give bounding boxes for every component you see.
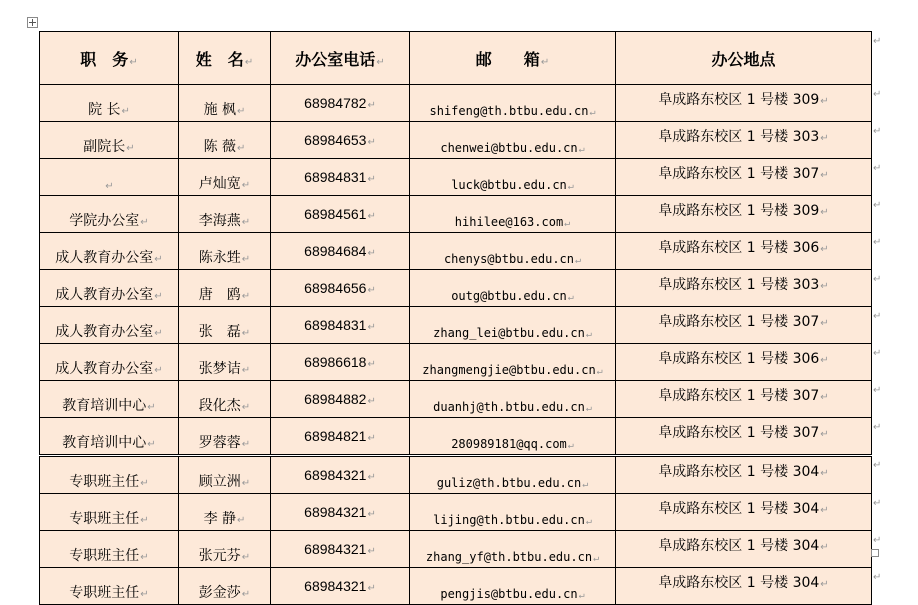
role-cell-text: 专职班主任 <box>69 474 140 490</box>
phone-cell[interactable]: 68984882↵ <box>271 381 410 418</box>
location-cell-text: 阜成路东校区 1 号楼 303 <box>658 129 820 145</box>
phone-cell-text: 68984321 <box>304 504 367 520</box>
name-cell[interactable]: 李海燕↵ <box>179 196 271 233</box>
email-cell[interactable]: 280989181@qq.com↵ <box>410 418 616 456</box>
table-row <box>40 270 872 307</box>
role-cell-text: 学院办公室 <box>69 213 140 229</box>
name-cell-text: 顾立洲 <box>198 474 241 490</box>
name-cell-text: 李海燕 <box>198 213 241 229</box>
email-cell[interactable]: shifeng@th.btbu.edu.cn↵ <box>410 85 616 122</box>
role-cell-text: 专职班主任 <box>69 511 140 527</box>
role-cell[interactable]: 专职班主任↵ <box>40 456 179 494</box>
location-cell-text: 阜成路东校区 1 号楼 304 <box>658 538 820 554</box>
name-cell[interactable]: 李 静↵ <box>179 494 271 531</box>
table-row <box>40 85 872 122</box>
location-cell[interactable]: 阜成路东校区 1 号楼 304↵ <box>616 568 872 605</box>
location-cell[interactable]: 阜成路东校区 1 号楼 304↵ <box>616 456 872 494</box>
name-cell-text: 施 枫 <box>203 102 237 118</box>
header-email-label: 邮 箱 <box>475 49 540 69</box>
location-cell[interactable]: 阜成路东校区 1 号楼 304↵ <box>616 494 872 531</box>
name-cell[interactable]: 卢灿宽↵ <box>179 159 271 196</box>
header-email[interactable]: 邮 箱↵ <box>410 32 616 85</box>
table-row <box>40 456 872 494</box>
header-name[interactable]: 姓 名↵ <box>179 32 271 85</box>
role-cell[interactable]: 专职班主任↵ <box>40 531 179 568</box>
phone-cell[interactable]: 68984653↵ <box>271 122 410 159</box>
role-cell[interactable]: ↵ <box>40 159 179 196</box>
header-name-label: 姓 名 <box>195 49 244 69</box>
table-resize-handle[interactable] <box>871 549 879 557</box>
header-role-label: 职 务 <box>80 49 129 69</box>
email-cell[interactable]: luck@btbu.edu.cn↵ <box>410 159 616 196</box>
name-cell-text: 唐 鸥 <box>198 287 241 303</box>
email-cell-text: duanhj@th.btbu.edu.cn <box>433 400 585 414</box>
name-cell-text: 卢灿宽 <box>198 176 241 192</box>
role-cell[interactable]: 成人教育办公室↵ <box>40 307 179 344</box>
phone-cell-text: 68984882 <box>304 391 367 407</box>
name-cell-text: 段化杰 <box>198 398 241 414</box>
phone-cell[interactable]: 68984831↵ <box>271 159 410 196</box>
email-cell[interactable]: chenwei@btbu.edu.cn↵ <box>410 122 616 159</box>
phone-cell-text: 68984684 <box>304 243 367 259</box>
role-cell-text: 成人教育办公室 <box>55 324 154 340</box>
phone-cell[interactable]: 68984684↵ <box>271 233 410 270</box>
role-cell[interactable]: 院 长↵ <box>40 85 179 122</box>
table-move-handle[interactable] <box>27 17 38 28</box>
location-cell[interactable]: 阜成路东校区 1 号楼 307↵ <box>616 307 872 344</box>
email-cell-text: hihilee@163.com <box>454 215 564 229</box>
role-cell[interactable]: 成人教育办公室↵ <box>40 270 179 307</box>
location-cell[interactable]: 阜成路东校区 1 号楼 303↵ <box>616 270 872 307</box>
phone-cell-text: 68984321 <box>304 578 367 594</box>
phone-cell-text: 68984831 <box>304 169 367 185</box>
role-cell[interactable]: 专职班主任↵ <box>40 568 179 605</box>
name-cell-text: 李 静 <box>203 511 237 527</box>
email-cell[interactable]: zhang_yf@th.btbu.edu.cn↵ <box>410 531 616 568</box>
phone-cell-text: 68986618 <box>304 354 367 370</box>
name-cell-text: 张 磊 <box>198 324 241 340</box>
location-cell[interactable]: 阜成路东校区 1 号楼 309↵ <box>616 85 872 122</box>
name-cell[interactable]: 张梦诘↵ <box>179 344 271 381</box>
role-cell[interactable]: 教育培训中心↵ <box>40 418 179 456</box>
role-cell-text: 成人教育办公室 <box>55 287 154 303</box>
location-cell[interactable]: 阜成路东校区 1 号楼 304↵ <box>616 531 872 568</box>
phone-cell-text: 68984321 <box>304 541 367 557</box>
table-row <box>40 307 872 344</box>
role-cell-text: 副院长 <box>83 139 126 155</box>
email-cell-text: luck@btbu.edu.cn <box>451 178 567 192</box>
location-cell[interactable]: 阜成路东校区 1 号楼 306↵ <box>616 344 872 381</box>
name-cell-text: 罗蓉蓉 <box>198 435 241 451</box>
email-cell[interactable]: outg@btbu.edu.cn↵ <box>410 270 616 307</box>
email-cell[interactable]: zhang_lei@btbu.edu.cn↵ <box>410 307 616 344</box>
role-cell[interactable]: 专职班主任↵ <box>40 494 179 531</box>
email-cell-text: shifeng@th.btbu.edu.cn <box>429 104 589 118</box>
email-cell-text: lijing@th.btbu.edu.cn <box>433 513 585 527</box>
phone-cell-text: 68984831 <box>304 317 367 333</box>
phone-cell-text: 68984656 <box>304 280 367 296</box>
table-row <box>40 122 872 159</box>
table-row <box>40 344 872 381</box>
header-location[interactable] <box>616 32 872 85</box>
phone-cell[interactable]: 68984561↵ <box>271 196 410 233</box>
role-cell-text: 成人教育办公室 <box>55 250 154 266</box>
role-cell-text: 教育培训中心 <box>62 435 147 451</box>
table-row <box>40 381 872 418</box>
location-cell-text: 阜成路东校区 1 号楼 303 <box>658 277 820 293</box>
email-cell-text: outg@btbu.edu.cn <box>451 289 567 303</box>
name-cell-text: 陈 薇 <box>203 139 237 155</box>
phone-cell-text: 68984321 <box>304 467 367 483</box>
email-cell[interactable]: hihilee@163.com↵ <box>410 196 616 233</box>
name-cell-text: 张元芬 <box>198 548 241 564</box>
table-row <box>40 159 872 196</box>
role-cell[interactable]: 副院长↵ <box>40 122 179 159</box>
header-location-label: 办公地点 <box>711 49 776 69</box>
phone-cell-text: 68984561 <box>304 206 367 222</box>
phone-cell[interactable]: 68984831↵ <box>271 307 410 344</box>
email-cell-text: chenwei@btbu.edu.cn <box>440 141 578 155</box>
location-cell-text: 阜成路东校区 1 号楼 309 <box>658 203 820 219</box>
location-cell-text: 阜成路东校区 1 号楼 309 <box>658 92 820 108</box>
name-cell[interactable]: 陈 薇↵ <box>179 122 271 159</box>
header-row <box>40 32 872 85</box>
phone-cell[interactable]: 68984321↵ <box>271 456 410 494</box>
location-cell[interactable]: 阜成路东校区 1 号楼 307↵ <box>616 159 872 196</box>
header-phone[interactable]: 办公室电话↵ <box>271 32 410 85</box>
phone-cell[interactable]: 68984321↵ <box>271 568 410 605</box>
phone-cell[interactable]: 68984321↵ <box>271 494 410 531</box>
email-cell[interactable]: lijing@th.btbu.edu.cn↵ <box>410 494 616 531</box>
name-cell-text: 彭金莎 <box>198 585 241 601</box>
table-row <box>40 568 872 605</box>
header-role[interactable]: 职 务↵ <box>40 32 179 85</box>
header-phone-label: 办公室电话 <box>295 49 376 69</box>
phone-cell[interactable]: 68984782↵ <box>271 85 410 122</box>
email-cell-text: 280989181@qq.com <box>451 437 567 451</box>
email-cell-text: guliz@th.btbu.edu.cn <box>436 476 582 490</box>
email-cell-text: chenys@btbu.edu.cn <box>443 252 574 266</box>
role-cell[interactable]: 学院办公室↵ <box>40 196 179 233</box>
location-cell-text: 阜成路东校区 1 号楼 306 <box>658 240 820 256</box>
table-row <box>40 418 872 456</box>
name-cell[interactable]: 唐 鸥↵ <box>179 270 271 307</box>
location-cell-text: 阜成路东校区 1 号楼 304 <box>658 464 820 480</box>
role-cell-text: 教育培训中心 <box>62 398 147 414</box>
table-row <box>40 531 872 568</box>
email-cell-text: zhang_lei@btbu.edu.cn <box>433 326 585 340</box>
role-cell[interactable]: 教育培训中心↵ <box>40 381 179 418</box>
email-cell[interactable]: chenys@btbu.edu.cn↵ <box>410 233 616 270</box>
role-cell[interactable]: 成人教育办公室↵ <box>40 344 179 381</box>
phone-cell[interactable]: 68984321↵ <box>271 531 410 568</box>
email-cell-text: zhangmengjie@btbu.edu.cn <box>422 363 596 377</box>
role-cell-text: 专职班主任 <box>69 548 140 564</box>
name-cell[interactable]: 施 枫↵ <box>179 85 271 122</box>
role-cell-text: 院 长 <box>88 102 121 118</box>
phone-cell-text: 68984821 <box>304 428 367 444</box>
email-cell-text: pengjis@btbu.edu.cn <box>440 587 578 601</box>
name-cell[interactable]: 张元芬↵ <box>179 531 271 568</box>
location-cell-text: 阜成路东校区 1 号楼 307 <box>658 314 820 330</box>
phone-cell[interactable]: 68984656↵ <box>271 270 410 307</box>
role-cell[interactable]: 成人教育办公室↵ <box>40 233 179 270</box>
location-cell[interactable]: 阜成路东校区 1 号楼 307↵ <box>616 418 872 456</box>
location-cell[interactable]: 阜成路东校区 1 号楼 306↵ <box>616 233 872 270</box>
table-row <box>40 196 872 233</box>
name-cell[interactable]: 张 磊↵ <box>179 307 271 344</box>
name-cell[interactable]: 罗蓉蓉↵ <box>179 418 271 456</box>
phone-cell[interactable]: 68986618↵ <box>271 344 410 381</box>
email-cell[interactable]: guliz@th.btbu.edu.cn↵ <box>410 456 616 494</box>
role-cell-text: 成人教育办公室 <box>55 361 154 377</box>
location-cell-text: 阜成路东校区 1 号楼 306 <box>658 351 820 367</box>
phone-cell-text: 68984653 <box>304 132 367 148</box>
name-cell[interactable]: 陈永甡↵ <box>179 233 271 270</box>
location-cell[interactable]: 阜成路东校区 1 号楼 303↵ <box>616 122 872 159</box>
email-cell[interactable]: duanhj@th.btbu.edu.cn↵ <box>410 381 616 418</box>
name-cell[interactable]: 段化杰↵ <box>179 381 271 418</box>
role-cell-text: 专职班主任 <box>69 585 140 601</box>
email-cell-text: zhang_yf@th.btbu.edu.cn <box>425 550 593 564</box>
location-cell-text: 阜成路东校区 1 号楼 307 <box>658 166 820 182</box>
name-cell-text: 陈永甡 <box>198 250 241 266</box>
phone-cell[interactable]: 68984821↵ <box>271 418 410 456</box>
name-cell[interactable]: 彭金莎↵ <box>179 568 271 605</box>
phone-cell-text: 68984782 <box>304 95 367 111</box>
email-cell[interactable]: pengjis@btbu.edu.cn↵ <box>410 568 616 605</box>
location-cell[interactable]: 阜成路东校区 1 号楼 307↵ <box>616 381 872 418</box>
location-cell[interactable]: 阜成路东校区 1 号楼 309↵ <box>616 196 872 233</box>
email-cell[interactable]: zhangmengjie@btbu.edu.cn↵ <box>410 344 616 381</box>
location-cell-text: 阜成路东校区 1 号楼 307 <box>658 388 820 404</box>
location-cell-text: 阜成路东校区 1 号楼 307 <box>658 425 820 441</box>
contact-table <box>39 31 872 605</box>
location-cell-text: 阜成路东校区 1 号楼 304 <box>658 575 820 591</box>
table-row <box>40 233 872 270</box>
table-row <box>40 494 872 531</box>
name-cell[interactable]: 顾立洲↵ <box>179 456 271 494</box>
name-cell-text: 张梦诘 <box>198 361 241 377</box>
location-cell-text: 阜成路东校区 1 号楼 304 <box>658 501 820 517</box>
